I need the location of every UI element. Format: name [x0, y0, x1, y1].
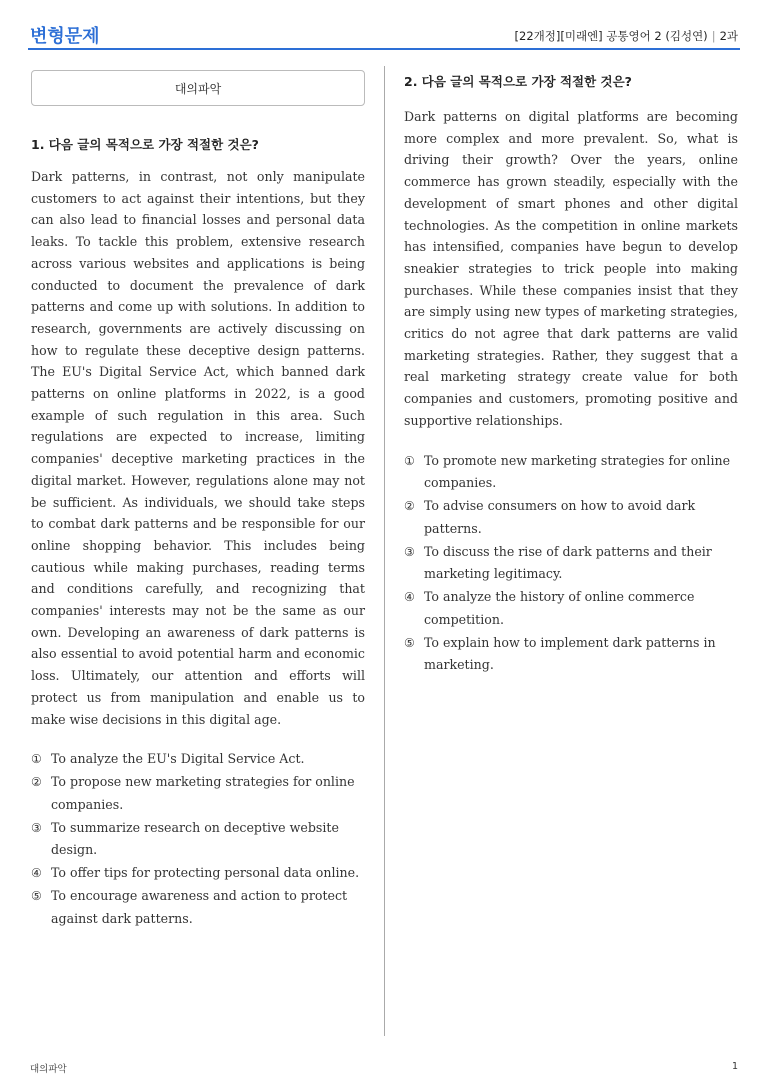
option-text: To analyze the history of online commerce competition. [424, 589, 695, 627]
option-number: ③ [404, 544, 415, 559]
option-text: To offer tips for protecting personal data online. [51, 865, 360, 881]
option-text: To discuss the rise of dark patterns and their marketing legitimacy. [424, 543, 712, 582]
question-1-passage: Dark patterns, in contrast, not only manipulate customers to act against their intentions, but they can also lead to financial losses and personal data leaks. To tackle this problem, extensive research across various websites and applications is being conducted to document the prevalence of dark patterns and come up with solutions. In addition to research, governments are actively discussing on how to regulate these deceptive design patterns. The EU's Digital Service Act, which banned dark patterns on online platforms in 2022, is a good example of such regulation in this area. Such regulations are expected to increase, limiting companies' deceptive marketing practices in the digital market. However, regulations alone may not be sufficient. As individuals, we should take steps to combat dark patterns and be responsible for our online shopping behavior. This includes being cautious while making purchases, reading terms and conditions carefully, and recognizing that companies' interests may not be the same as our own. Developing an awareness of dark patterns is also essential to avoid potential harm and economic loss. Ultimately, our attention and efforts will protect us from manipulation and enable us to make wise decisions in this digital age. [31, 169, 365, 727]
option-number: ④ [31, 866, 42, 881]
question-1-title: 1. 다음 글의 목적으로 가장 적절한 것은? [31, 137, 259, 152]
option-number: ⑤ [404, 635, 415, 650]
column-divider [384, 66, 385, 1036]
option-text: To promote new marketing strategies for online companies. [424, 452, 731, 491]
option-number: ⑤ [31, 889, 42, 904]
option-number: ① [404, 453, 415, 468]
left-column [31, 70, 365, 931]
option-number: ① [31, 752, 42, 767]
option-number: ② [31, 775, 42, 790]
option-text: To propose new marketing strategies for online companies. [51, 774, 355, 812]
section-tag: 대의파악 [31, 70, 365, 106]
answer-option[interactable] [404, 586, 738, 631]
question-1-options [31, 748, 365, 930]
option-text: To analyze the EU's Digital Service Act. [51, 751, 305, 767]
header-separator: | [711, 29, 716, 43]
option-text: To encourage awareness and action to protect against dark patterns. [51, 888, 348, 926]
course-name: [22개정][미래엔] 공통영어 2 (김성연) [514, 29, 708, 43]
option-text: To summarize research on deceptive website design. [51, 819, 339, 858]
answer-option[interactable] [31, 862, 365, 885]
answer-option[interactable] [404, 495, 738, 540]
course-info [515, 28, 738, 44]
header-rule [28, 48, 740, 50]
right-column [404, 70, 738, 677]
answer-option[interactable] [31, 748, 365, 771]
lesson-label: 2과 [719, 29, 738, 43]
option-text: To explain how to implement dark patterns in marketing. [424, 634, 716, 673]
answer-option[interactable] [31, 771, 365, 816]
page-number: 1 [731, 1061, 738, 1072]
option-text: To advise consumers on how to avoid dark patterns. [424, 498, 696, 536]
page-title: 변형문제 [30, 26, 100, 47]
option-number: ③ [31, 820, 42, 835]
answer-option[interactable] [31, 817, 365, 862]
question-2-passage: Dark patterns on digital platforms are becoming more complex and more prevalent. So, what is driving their growth? Over the years, online commerce has grown steadily, especially with the development of smart phones and other digital technologies. As the competition in online markets has intensified, companies have begun to develop sneakier strategies to trick people into making purchases. While these companies insist that they are simply using new types of marketing strategies, critics do not agree that dark patterns are valid marketing strategies. Rather, they suggest that a real marketing strategy create value for both companies and customers, promoting positive and supportive relationships. [404, 109, 738, 428]
question-2-title: 2. 다음 글의 목적으로 가장 적절한 것은? [404, 74, 632, 89]
answer-option[interactable] [404, 541, 738, 586]
option-number: ④ [404, 590, 415, 605]
answer-option[interactable] [31, 885, 365, 930]
answer-option[interactable] [404, 632, 738, 677]
option-number: ② [404, 499, 415, 514]
question-2-options [404, 450, 738, 677]
footer-section-label: 대의파악 [30, 1064, 67, 1075]
answer-option[interactable] [404, 450, 738, 495]
